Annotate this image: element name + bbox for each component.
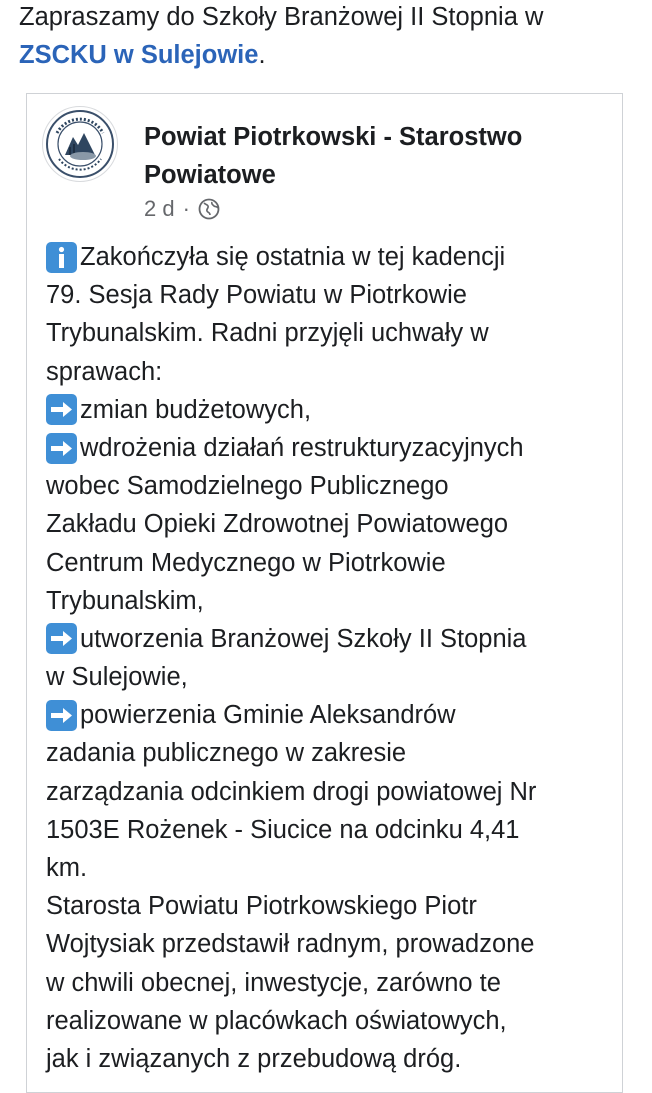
page-avatar[interactable] [42, 106, 118, 182]
post-body [46, 238, 616, 1078]
post-text-line [46, 1002, 616, 1040]
post-text-line [46, 811, 616, 849]
post-text-line [46, 925, 616, 963]
post-text: w Sulejowie, [46, 663, 188, 692]
post-text: Starosta Powiatu Piotrkowskiego Piotr [46, 892, 477, 921]
post-text: Trybunalskim. Radni przyjęli uchwały w [46, 319, 489, 348]
meta-separator: · [182, 196, 190, 221]
post-text-line [46, 658, 616, 696]
post-text: 1503E Rożenek - Siucice na odcinku 4,41 [46, 815, 520, 844]
post-text: wobec Samodzielnego Publicznego [46, 472, 449, 501]
intro-text [19, 0, 639, 74]
post-time[interactable]: 2 d [144, 196, 175, 221]
post-text-line [46, 582, 616, 620]
post-text: Zakończyła się ostatnia w tej kadencji [80, 243, 506, 271]
post-text: zadania publicznego w zakresie [46, 739, 407, 768]
post-text: utworzenia Branżowej Szkoły II Stopnia [80, 624, 527, 653]
post-text-line [46, 391, 616, 429]
post-text: sprawach: [46, 357, 163, 386]
post-text-line [46, 238, 616, 276]
post-text: realizowane w placówkach oświatowych, [46, 1006, 507, 1035]
right-arrow-icon [46, 433, 77, 464]
shared-post-card[interactable] [26, 93, 623, 1093]
post-text: w chwili obecnej, inwestycje, zarówno te [46, 968, 501, 997]
page-name-line: Powiat Piotrkowski - Starostwo [144, 123, 523, 151]
post-text: zarządzania odcinkiem drogi powiatowej Nr [46, 777, 537, 806]
right-arrow-icon [46, 623, 77, 654]
post-text-line [46, 544, 616, 582]
post-text: Zakładu Opieki Zdrowotnej Powiatowego [46, 510, 509, 539]
post-text: km. [46, 854, 88, 882]
post-text: Trybunalskim, [46, 586, 204, 615]
page-name-line: Powiatowe [144, 161, 276, 189]
right-arrow-icon [46, 394, 77, 425]
post-text-line [46, 620, 616, 658]
post-text: powierzenia Gminie Aleksandrów [80, 701, 456, 730]
post-text: 79. Sesja Rady Powiatu w Piotrkowie [46, 281, 467, 310]
post-text-line [46, 314, 616, 352]
school-link[interactable]: ZSCKU w Sulejowie [19, 41, 259, 69]
post-text: wdrożenia działań restrukturyzacyjnych [80, 433, 524, 462]
info-icon [46, 242, 77, 273]
post-text-line [46, 964, 616, 1002]
post-meta [144, 194, 220, 224]
post-text-line [46, 773, 616, 811]
post-text-line [46, 467, 616, 505]
globe-icon [198, 198, 220, 220]
intro-line: Zapraszamy do Szkoły Branżowej II Stopnia w [19, 3, 544, 31]
post-text-line [46, 429, 616, 467]
powiat-piotrkowski-logo-icon [43, 107, 117, 181]
post-text-line [46, 734, 616, 772]
post-text-line [46, 849, 616, 887]
right-arrow-icon [46, 700, 77, 731]
intro-suffix: . [258, 41, 266, 69]
post-text: zmian budżetowych, [80, 395, 312, 424]
post-text-line [46, 696, 616, 734]
intro-link-line [19, 36, 639, 74]
page-name[interactable] [144, 118, 594, 194]
post-text: Centrum Medycznego w Piotrkowie [46, 548, 446, 577]
post-text-line [46, 887, 616, 925]
post-text: jak i związanych z przebudową dróg. [46, 1044, 462, 1073]
post-text-line [46, 1040, 616, 1078]
post-text-line [46, 353, 616, 391]
post-text: Wojtysiak przedstawił radnym, prowadzone [46, 930, 535, 959]
post-text-line [46, 276, 616, 314]
post-text-line [46, 505, 616, 543]
